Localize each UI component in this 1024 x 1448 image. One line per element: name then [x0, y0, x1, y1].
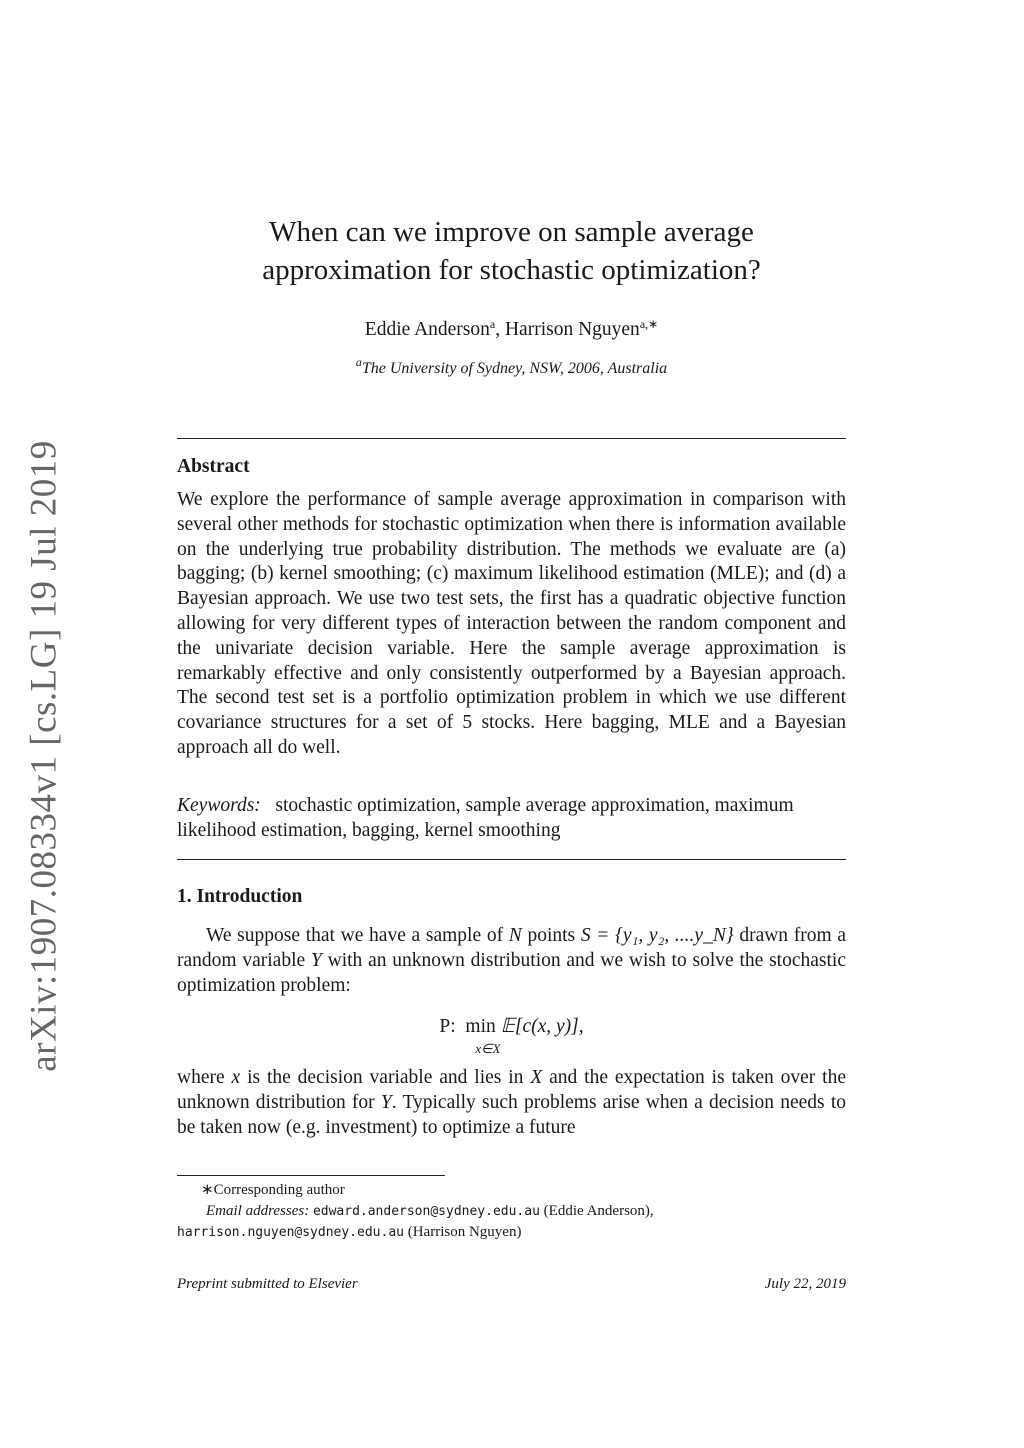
abstract-text: We explore the performance of sample average approximation in comparison with several other methods for stochastic optimization when there is information available on the underlying true probability distribution. The methods we evaluate are (a) bagging; (b) kernel smoothing; (c) maximum likelihood estimation (MLE); and (d) a Bayesian approach. We use two test sets, the first has a quadratic objective function allowing for very different types of interaction between the random component and the univariate decision variable. Here the sample average approximation is remarkably effective and only consistently outperformed by a Bayesian approach. The second test set is a portfolio optimization problem in which we use different covariance structures for a set of 5 stocks. Here bagging, MLE and a Bayesian approach all do well.	[177, 489, 846, 758]
email-link[interactable]: edward.anderson@sydney.edu.au	[312, 1203, 540, 1219]
intro-paragraph: where x is the decision variable and lies in X and the expectation is taken over the unknown distribution for Y. Typically such problems arise when a decision needs to be taken now (e.g. investment) to optimize a future	[177, 1067, 847, 1138]
keywords-label: Keywords:	[177, 795, 261, 816]
keywords-list: stochastic optimization, sample average approximation, maximum likelihood estimation, bagging, kernel smoothing	[177, 795, 794, 841]
footer-preprint: Preprint submitted to Elsevier	[177, 1276, 358, 1292]
author-list: Eddie Anderson$^a$, Harrison Nguyen$^{a,∗}$	[364, 317, 659, 340]
footer-date: July 22, 2019	[764, 1276, 846, 1292]
sample-set-formula: S = {y₁, y₂, ....y_N}	[580, 925, 734, 946]
keywords	[177, 794, 846, 844]
abstract-top-rule	[177, 438, 846, 439]
equation-p: P: min x∈X 𝔼[c(x, y)],	[439, 1016, 584, 1056]
email-link[interactable]: harrison.nguyen@sydney.edu.au	[177, 1225, 404, 1240]
author-name: Harrison Nguyen	[504, 319, 640, 340]
affiliation: $^a$The University of Sydney, NSW, 2006, Australia	[355, 355, 668, 377]
intro-paragraph: We suppose that we have a sample of N points S = {y₁, y₂, ....y_N} drawn from a random variable Y with an unknown distribution and we wish to solve the stochastic optimization problem:	[177, 925, 846, 996]
corresponding-author-note: ∗Corresponding author	[201, 1182, 345, 1198]
abstract-heading: Abstract	[177, 456, 250, 477]
section-heading: 1. Introduction	[177, 886, 303, 907]
abstract-bottom-rule	[177, 859, 846, 860]
paper-title: When can we improve on sample average approximation for stochastic optimization?	[262, 216, 761, 286]
footnote: ∗Corresponding author Email addresses: edward.anderson@sydney.edu.au (Eddie Anderson), harrison.nguyen@sydney.edu.au (Harrison Nguyen)	[177, 1180, 846, 1244]
author-name: Eddie Anderson	[364, 319, 490, 340]
footnote-rule	[177, 1175, 445, 1176]
arxiv-identifier: arXiv:1907.08334v1 [cs.LG] 19 Jul 2019	[23, 440, 65, 1072]
